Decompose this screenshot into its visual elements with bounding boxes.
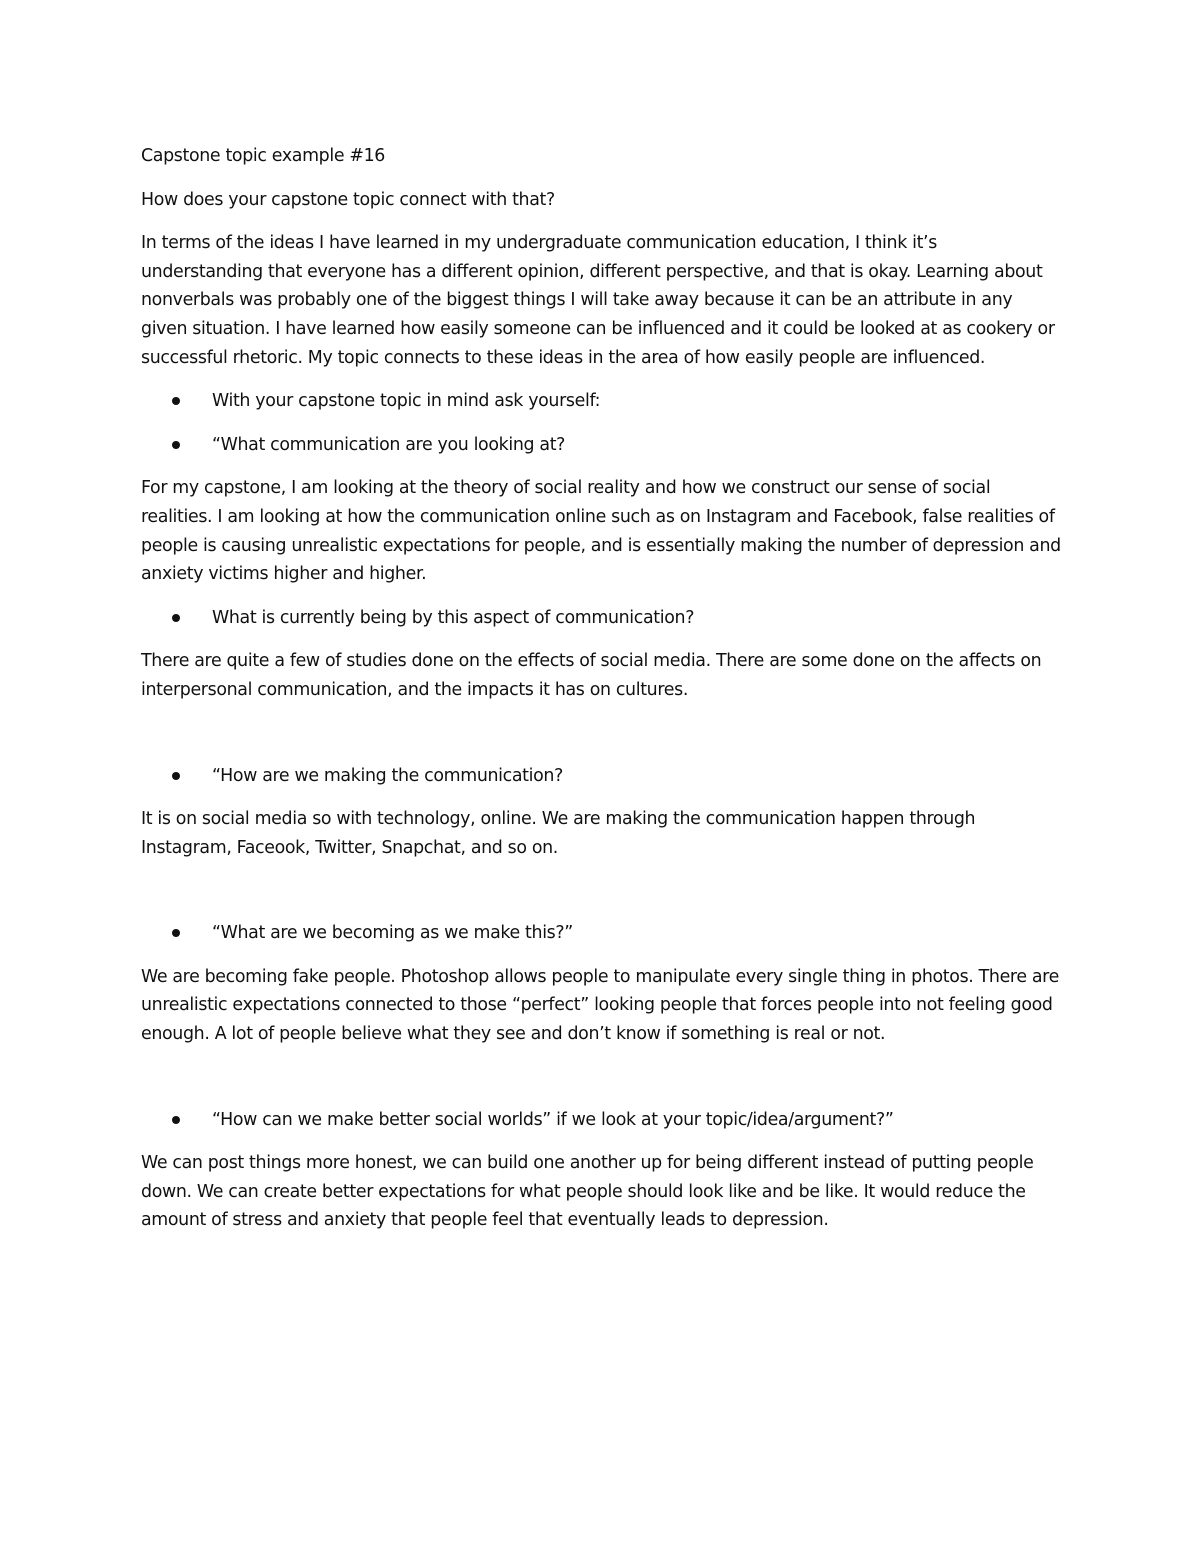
- spacer: [141, 877, 1061, 919]
- bullet-item-3: [141, 604, 1061, 633]
- bullet-text-4: “How are we making the communication?: [212, 765, 563, 786]
- bullet-text-2: “What communication are you looking at?: [212, 434, 566, 455]
- bullet-icon: [172, 772, 180, 780]
- answer-5: We are becoming fake people. Photoshop allows people to manipulate every single thing in photos. There are unrealistic expectations connected to those “perfect” looking people that forces people into not feeling good enough. A lot of people believe what they see and don’t know if something is real or not.: [141, 966, 1059, 1045]
- bullet-text-3: What is currently being by this aspect of communication?: [212, 607, 695, 628]
- document-title: Capstone topic example #16: [141, 146, 386, 166]
- bullet-icon: [172, 397, 180, 405]
- bullet-item-6: [141, 1106, 1061, 1135]
- bullet-item-5: [141, 919, 1061, 948]
- spacer: [141, 720, 1061, 762]
- answer-intro: In terms of the ideas I have learned in my undergraduate communication education, I think it’s understanding that everyone has a different opinion, different perspective, and that is okay. Learning about nonverbals was probably one of the biggest things I will take away because it can be an attribute in any given situation. I have learned how easily someone can be influenced and it could be looked at as cookery or successful rhetoric. My topic connects to these ideas in the area of how easily people are influenced.: [141, 233, 1055, 368]
- document-body: [141, 142, 1061, 1250]
- bullet-text-1: With your capstone topic in mind ask yourself:: [212, 391, 601, 412]
- bullet-item-4: [141, 762, 1061, 791]
- answer-2: For my capstone, I am looking at the theory of social reality and how we construct our sense of social realities. I am looking at how the communication online such as on Instagram and Facebook, false realities of people is causing unrealistic expectations for people, and is essentially making the number of depression and anxiety victims higher and higher.: [141, 478, 1061, 585]
- answer-3: There are quite a few of studies done on the effects of social media. There are some done on the affects on interpersonal communication, and the impacts it has on cultures.: [141, 651, 1042, 700]
- bullet-icon: [172, 441, 180, 449]
- bullet-text-6: “How can we make better social worlds” if we look at your topic/idea/argument?”: [212, 1109, 894, 1130]
- bullet-icon: [172, 1116, 180, 1124]
- bullet-item-1: [141, 387, 1061, 416]
- spacer: [141, 1064, 1061, 1106]
- bullet-icon: [172, 929, 180, 937]
- answer-4: It is on social media so with technology, online. We are making the communication happen through Instagram, Faceook, Twitter, Snapchat, and so on.: [141, 809, 976, 858]
- bullet-text-5: “What are we becoming as we make this?”: [212, 923, 573, 944]
- bullet-item-2: [141, 431, 1061, 460]
- question-intro: How does your capstone topic connect with that?: [141, 189, 555, 210]
- bullet-icon: [172, 614, 180, 622]
- answer-6: We can post things more honest, we can build one another up for being different instead of putting people down. We can create better expectations for what people should look like and be like. It would reduce the amount of stress and anxiety that people feel that eventually leads to depression.: [141, 1153, 1034, 1231]
